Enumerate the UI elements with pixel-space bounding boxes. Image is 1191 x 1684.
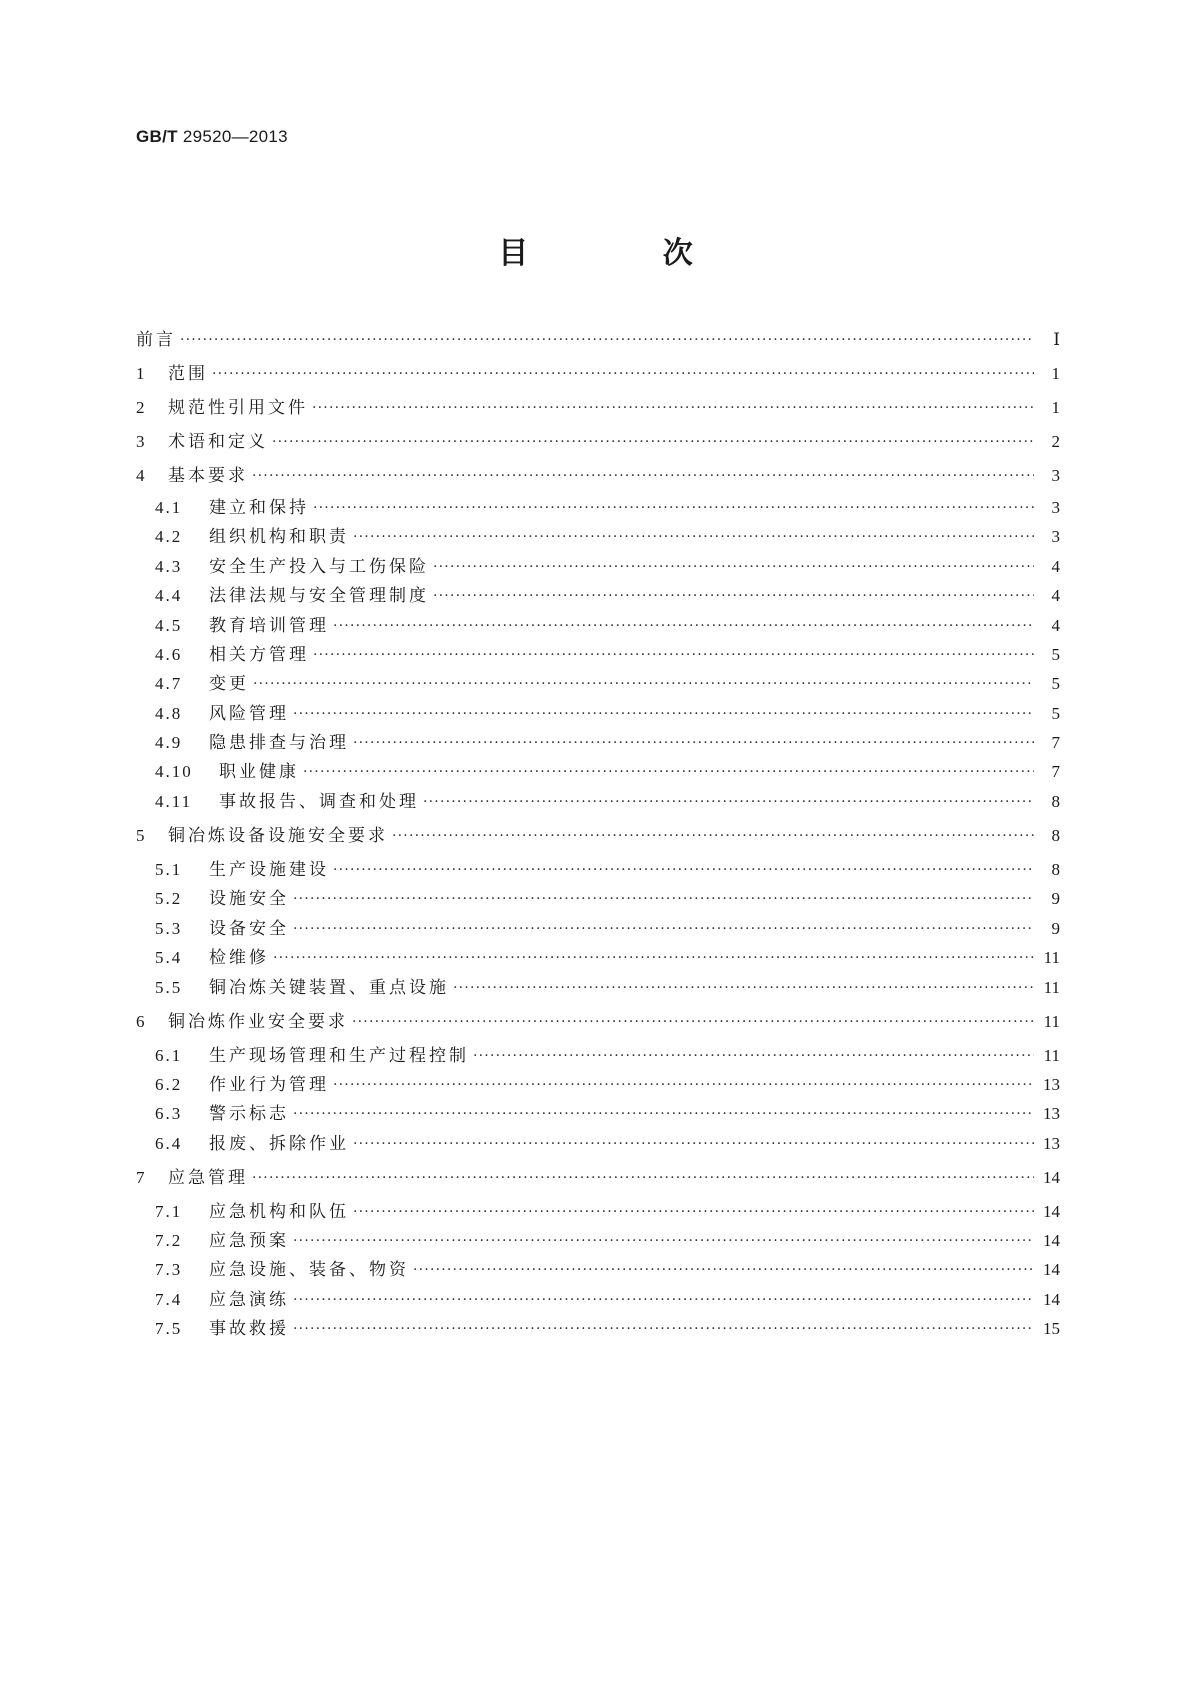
toc-entry-number: 6.2 [155, 1075, 183, 1094]
toc-entry-title: 铜冶炼关键装置、重点设施 [209, 978, 449, 998]
toc-entry-page: 13 [1043, 1104, 1060, 1123]
toc-entry-title: 事故报告、调查和处理 [219, 792, 419, 812]
toc-entry-page: 3 [1051, 527, 1060, 546]
toc-entry-number: 4.8 [155, 704, 183, 723]
toc-entry-page: 14 [1043, 1231, 1060, 1250]
toc-entry-number: 7.4 [155, 1290, 183, 1309]
toc-title: 目 次 [498, 236, 755, 271]
toc-entry-number: 4.10 [155, 762, 193, 781]
toc-entry-number: 4.7 [155, 674, 183, 693]
toc-entry-title: 变更 [209, 674, 249, 694]
toc-entry-number: 6.3 [155, 1104, 183, 1123]
toc-entry-page: 1 [1051, 398, 1060, 417]
standard-number: 29520—2013 [182, 127, 288, 146]
toc-leader-dots [272, 432, 1034, 454]
toc-entry[interactable] [155, 760, 1060, 784]
toc-entry-page: 1 [1051, 364, 1060, 383]
toc-entry-title: 作业行为管理 [209, 1075, 329, 1095]
toc-entry-page: 14 [1043, 1290, 1060, 1309]
toc-entry-number: 5.3 [155, 919, 183, 938]
toc-leader-dots [273, 948, 1034, 970]
toc-entry-title: 风险管理 [209, 704, 289, 724]
toc-entry-page: Ⅰ [1053, 330, 1060, 349]
toc-entry-number: 7 [136, 1168, 147, 1187]
toc-entry-page: 5 [1051, 645, 1060, 664]
toc-leader-dots [252, 466, 1034, 488]
toc-entry-page: 5 [1051, 674, 1060, 693]
toc-entry-title: 基本要求 [168, 466, 248, 486]
toc-leader-dots [423, 792, 1034, 814]
toc-entry-number: 6.1 [155, 1046, 183, 1065]
toc-entry[interactable] [155, 496, 1060, 520]
toc-leader-dots [333, 860, 1034, 882]
toc-entry-page: 3 [1051, 498, 1060, 517]
toc-leader-dots [252, 1168, 1034, 1190]
toc-entry-title: 职业健康 [219, 762, 299, 782]
toc-leader-dots [353, 1202, 1034, 1224]
toc-entry-page: 8 [1051, 860, 1060, 879]
toc-entry[interactable] [155, 643, 1060, 667]
toc-entry-number: 5 [136, 826, 147, 845]
toc-entry-number: 4.11 [155, 792, 193, 811]
standard-code [136, 127, 288, 147]
toc-leader-dots [293, 704, 1034, 726]
toc-entry[interactable] [155, 1102, 1060, 1126]
toc-entry[interactable] [136, 430, 1060, 454]
toc-entry-title: 隐患排查与治理 [209, 733, 349, 753]
toc-entry[interactable] [136, 824, 1060, 848]
toc-entry[interactable] [155, 1132, 1060, 1156]
toc-entry-page: 14 [1043, 1202, 1060, 1221]
toc-entry[interactable] [155, 525, 1060, 549]
toc-entry-title: 前言 [136, 330, 176, 350]
toc-leader-dots [212, 364, 1034, 386]
toc-entry-title: 事故救援 [209, 1319, 289, 1339]
toc-entry-title: 组织机构和职责 [209, 527, 349, 547]
toc-entry[interactable] [155, 1317, 1060, 1341]
toc-leader-dots [433, 557, 1034, 579]
toc-entry-title: 报废、拆除作业 [209, 1134, 349, 1154]
toc-entry-number: 4.5 [155, 616, 183, 635]
toc-entry[interactable] [155, 946, 1060, 970]
toc-entry-page: 9 [1051, 889, 1060, 908]
toc-entry[interactable] [136, 396, 1060, 420]
toc-entry-number: 4.9 [155, 733, 183, 752]
toc-entry[interactable] [155, 614, 1060, 638]
toc-entry-number: 4.1 [155, 498, 183, 517]
toc-entry[interactable] [136, 464, 1060, 488]
toc-leader-dots [253, 674, 1034, 696]
toc-leader-dots [293, 1290, 1034, 1312]
toc-leader-dots [433, 586, 1034, 608]
toc-leader-dots [293, 1319, 1034, 1341]
toc-entry-page: 5 [1051, 704, 1060, 723]
toc-entry[interactable] [155, 702, 1060, 726]
toc-entry-page: 13 [1043, 1134, 1060, 1153]
toc-entry-page: 15 [1043, 1319, 1060, 1338]
toc-entry-page: 11 [1043, 1046, 1060, 1065]
toc-entry[interactable] [136, 1166, 1060, 1190]
toc-leader-dots [313, 645, 1034, 667]
toc-leader-dots [293, 919, 1034, 941]
toc-entry-page: 4 [1051, 557, 1060, 576]
toc-entry-page: 2 [1051, 432, 1060, 451]
toc-entry[interactable] [155, 976, 1060, 1000]
toc-entry-title: 教育培训管理 [209, 616, 329, 636]
toc-entry[interactable] [155, 1229, 1060, 1253]
toc-entry-title: 相关方管理 [209, 645, 309, 665]
toc-entry[interactable] [155, 1288, 1060, 1312]
toc-entry-number: 1 [136, 364, 147, 383]
toc-entry-title: 检维修 [209, 948, 269, 968]
toc-leader-dots [473, 1046, 1034, 1068]
toc-entry-page: 4 [1051, 616, 1060, 635]
toc-entry-number: 7.3 [155, 1260, 183, 1279]
toc-entry-title: 铜冶炼设备设施安全要求 [168, 826, 388, 846]
toc-leader-dots [353, 527, 1034, 549]
toc-entry-page: 11 [1043, 1012, 1060, 1031]
toc-entry-title: 规范性引用文件 [168, 398, 308, 418]
toc-entry-number: 5.4 [155, 948, 183, 967]
toc-entry-title: 建立和保持 [209, 498, 309, 518]
toc-entry[interactable] [155, 1258, 1060, 1282]
toc-leader-dots [353, 1134, 1034, 1156]
toc-leader-dots [392, 826, 1034, 848]
toc-entry-number: 4.2 [155, 527, 183, 546]
toc-entry-page: 8 [1051, 792, 1060, 811]
toc-entry-title: 设备安全 [209, 919, 289, 939]
toc-entry-page: 3 [1051, 466, 1060, 485]
toc-entry-title: 应急演练 [209, 1290, 289, 1310]
toc-entry-page: 8 [1051, 826, 1060, 845]
toc-entry-page: 7 [1051, 762, 1060, 781]
toc-entry-number: 5.5 [155, 978, 183, 997]
toc-entry-title: 警示标志 [209, 1104, 289, 1124]
toc-entry[interactable] [155, 887, 1060, 911]
toc-entry-number: 4.3 [155, 557, 183, 576]
toc-entry-title: 应急预案 [209, 1231, 289, 1251]
toc-entry[interactable] [155, 1073, 1060, 1097]
toc-entry-number: 4.4 [155, 586, 183, 605]
toc-leader-dots [303, 762, 1034, 784]
toc-leader-dots [353, 733, 1034, 755]
toc-entry-page: 14 [1043, 1168, 1060, 1187]
toc-entry-number: 4.6 [155, 645, 183, 664]
toc-entry-number: 7.1 [155, 1202, 183, 1221]
toc-entry-page: 14 [1043, 1260, 1060, 1279]
toc-entry-title: 应急机构和队伍 [209, 1202, 349, 1222]
toc-entry-number: 4 [136, 466, 147, 485]
toc-entry-number: 2 [136, 398, 147, 417]
toc-leader-dots [293, 889, 1034, 911]
toc-leader-dots [312, 398, 1034, 420]
toc-entry-title: 安全生产投入与工伤保险 [209, 557, 429, 577]
toc-entry-title: 铜冶炼作业安全要求 [168, 1012, 348, 1032]
toc-entry[interactable] [155, 1200, 1060, 1224]
toc-leader-dots [333, 1075, 1034, 1097]
toc-entry-page: 7 [1051, 733, 1060, 752]
toc-entry[interactable] [155, 731, 1060, 755]
toc-leader-dots [453, 978, 1034, 1000]
toc-entry[interactable] [136, 328, 1060, 352]
toc-leader-dots [180, 330, 1034, 352]
toc-entry-page: 11 [1043, 948, 1060, 967]
toc-entry-title: 法律法规与安全管理制度 [209, 586, 429, 606]
toc-entry[interactable] [155, 1044, 1060, 1068]
toc-leader-dots [313, 498, 1034, 520]
toc-entry-number: 5.1 [155, 860, 183, 879]
toc-leader-dots [413, 1260, 1034, 1282]
standard-prefix: GB/T [136, 127, 178, 146]
toc-entry[interactable] [136, 362, 1060, 386]
toc-entry-title: 设施安全 [209, 889, 289, 909]
toc-leader-dots [352, 1012, 1034, 1034]
toc-entry-number: 7.5 [155, 1319, 183, 1338]
toc-entry-page: 13 [1043, 1075, 1060, 1094]
toc-entry-title: 范围 [168, 364, 208, 384]
toc-leader-dots [293, 1104, 1034, 1126]
toc-entry-page: 11 [1043, 978, 1060, 997]
toc-entry-number: 5.2 [155, 889, 183, 908]
toc-leader-dots [333, 616, 1034, 638]
toc-entry-number: 7.2 [155, 1231, 183, 1250]
toc-entry[interactable] [155, 672, 1060, 696]
toc-entry-number: 6.4 [155, 1134, 183, 1153]
toc-entry[interactable] [155, 584, 1060, 608]
toc-entry[interactable] [136, 1010, 1060, 1034]
toc-entry-title: 应急设施、装备、物资 [209, 1260, 409, 1280]
toc-entry-title: 生产设施建设 [209, 860, 329, 880]
toc-entry[interactable] [155, 917, 1060, 941]
toc-entry[interactable] [155, 555, 1060, 579]
toc-entry[interactable] [155, 790, 1060, 814]
toc-entry[interactable] [155, 858, 1060, 882]
toc-entry-title: 术语和定义 [168, 432, 268, 452]
toc-entry-title: 生产现场管理和生产过程控制 [209, 1046, 469, 1066]
toc-entry-page: 9 [1051, 919, 1060, 938]
toc-entry-title: 应急管理 [168, 1168, 248, 1188]
toc-entry-page: 4 [1051, 586, 1060, 605]
toc-entry-number: 3 [136, 432, 147, 451]
toc-leader-dots [293, 1231, 1034, 1253]
toc-entry-number: 6 [136, 1012, 147, 1031]
